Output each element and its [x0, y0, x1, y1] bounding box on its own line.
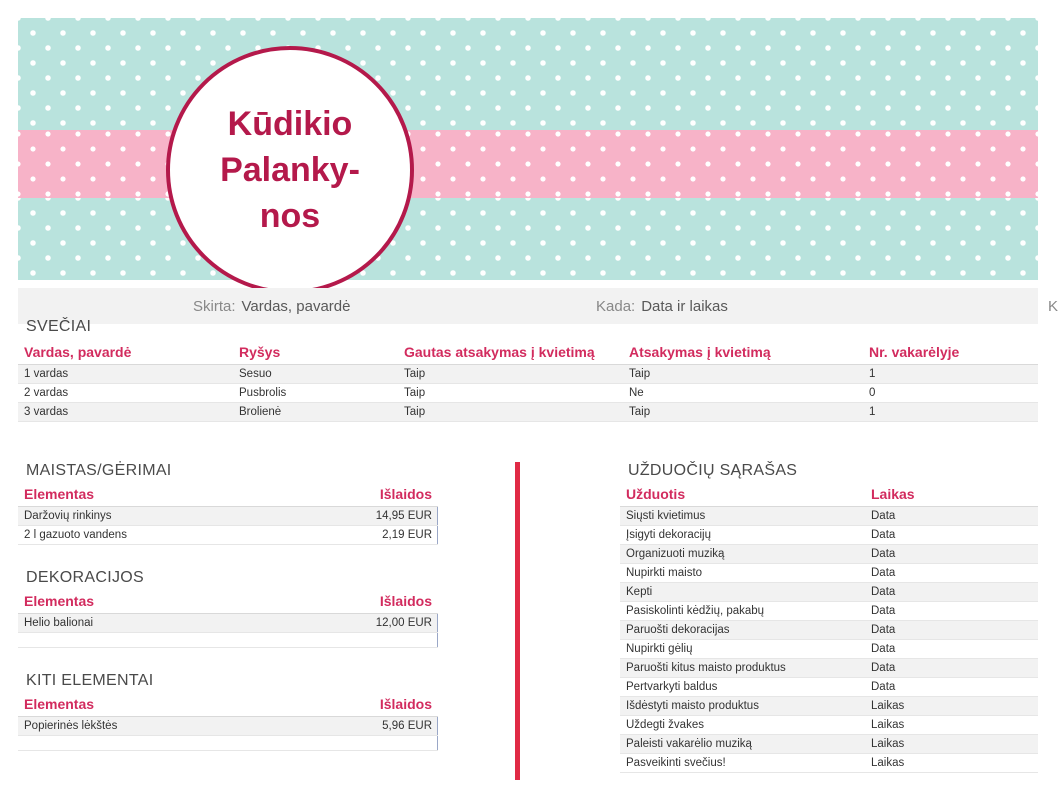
task-name: Kepti [620, 583, 865, 602]
guest-invite-received: Taip [398, 403, 623, 422]
guests-col-invite-received: Gautas atsakymas į kvietimą [398, 342, 623, 365]
task-time: Data [865, 545, 1038, 564]
food-cost: 2,19 EUR [282, 526, 439, 545]
task-time: Data [865, 640, 1038, 659]
decorations-item: Helio balionai [18, 614, 247, 633]
table-row[interactable] [18, 526, 438, 545]
decorations-header-row [18, 591, 438, 614]
task-name: Pertvarkyti baldus [620, 678, 865, 697]
banner-title [202, 101, 378, 239]
guests-col-count: Nr. vakarėlyje [863, 342, 1038, 365]
decorations-col-cost: Išlaidos [247, 591, 438, 614]
vertical-divider [515, 462, 520, 780]
food-heading: MAISTAS/GĖRIMAI [26, 462, 172, 479]
expenses-column [18, 462, 438, 775]
task-name: Nupirkti maisto [620, 564, 865, 583]
task-time: Data [865, 602, 1038, 621]
tasks-col-task: Užduotis [620, 484, 865, 507]
decorations-col-item: Elementas [18, 591, 247, 614]
guests-header-row [18, 342, 1038, 365]
table-row[interactable] [620, 602, 1038, 621]
task-time: Laikas [865, 735, 1038, 754]
info-field-where[interactable] [1048, 298, 1064, 315]
guest-rsvp: Ne [623, 384, 863, 403]
guest-name: 2 vardas [18, 384, 233, 403]
task-time: Data [865, 583, 1038, 602]
other-item [18, 736, 279, 751]
task-name: Paruošti kitus maisto produktus [620, 659, 865, 678]
other-items-heading: KITI ELEMENTAI [26, 672, 154, 689]
food-cost: 14,95 EUR [282, 507, 439, 526]
banner-title-line-2: Palanky- [220, 151, 360, 189]
task-time: Data [865, 526, 1038, 545]
table-row[interactable] [620, 526, 1038, 545]
decorations-item [18, 633, 247, 648]
table-row[interactable] [620, 678, 1038, 697]
guest-relation: Sesuo [233, 365, 398, 384]
task-name: Pasveikinti svečius! [620, 754, 865, 773]
guests-table [18, 342, 1038, 422]
info-value-when: Data ir laikas [641, 297, 728, 315]
guest-relation: Brolienė [233, 403, 398, 422]
table-row[interactable] [620, 735, 1038, 754]
task-time: Data [865, 507, 1038, 526]
table-row[interactable] [18, 365, 1038, 384]
info-label-where: K [1048, 297, 1059, 315]
task-name: Išdėstyti maisto produktus [620, 697, 865, 716]
table-row[interactable] [18, 384, 1038, 403]
food-item: Daržovių rinkinys [18, 507, 282, 526]
info-label-when: Kada: [596, 297, 636, 315]
task-time: Data [865, 659, 1038, 678]
guest-relation: Pusbrolis [233, 384, 398, 403]
guest-count: 1 [863, 403, 1038, 422]
other-items-table [18, 694, 438, 751]
table-row[interactable] [620, 621, 1038, 640]
table-row[interactable] [620, 564, 1038, 583]
table-row[interactable] [620, 583, 1038, 602]
guests-section [18, 318, 1038, 422]
decorations-table [18, 591, 438, 648]
food-col-item: Elementas [18, 484, 282, 507]
food-table [18, 484, 438, 545]
task-name: Siųsti kvietimus [620, 507, 865, 526]
task-name: Pasiskolinti kėdžių, pakabų [620, 602, 865, 621]
table-row[interactable] [620, 697, 1038, 716]
banner-title-line-1: Kūdikio [227, 105, 353, 143]
table-row[interactable] [620, 659, 1038, 678]
banner [18, 18, 1038, 280]
guests-col-rsvp: Atsakymas į kvietimą [623, 342, 863, 365]
banner-title-circle [166, 46, 414, 294]
banner-title-line-3: nos [259, 197, 321, 235]
tasks-col-time: Laikas [865, 484, 1038, 507]
task-name: Uždegti žvakes [620, 716, 865, 735]
info-field-recipient[interactable] [193, 298, 350, 315]
other-items-block [18, 672, 438, 751]
guests-col-name: Vardas, pavardė [18, 342, 233, 365]
decorations-block [18, 569, 438, 648]
guest-invite-received: Taip [398, 384, 623, 403]
task-time: Data [865, 564, 1038, 583]
task-name: Organizuoti muziką [620, 545, 865, 564]
other-col-item: Elementas [18, 694, 279, 717]
table-row[interactable] [18, 614, 438, 633]
food-item: 2 l gazuoto vandens [18, 526, 282, 545]
tasks-column [620, 462, 1038, 797]
task-time: Data [865, 678, 1038, 697]
info-label-recipient: Skirta: [193, 297, 236, 315]
guest-count: 0 [863, 384, 1038, 403]
food-header-row [18, 484, 438, 507]
guest-invite-received: Taip [398, 365, 623, 384]
food-block [18, 462, 438, 545]
table-row[interactable] [18, 507, 438, 526]
other-items-header-row [18, 694, 438, 717]
info-field-when[interactable] [596, 298, 728, 315]
guest-rsvp: Taip [623, 365, 863, 384]
guests-col-relation: Ryšys [233, 342, 398, 365]
task-time: Laikas [865, 716, 1038, 735]
task-time: Laikas [865, 754, 1038, 773]
table-row[interactable] [620, 716, 1038, 735]
guest-count: 1 [863, 365, 1038, 384]
table-row[interactable] [18, 736, 438, 751]
task-name: Įsigyti dekoracijų [620, 526, 865, 545]
task-name: Nupirkti gėlių [620, 640, 865, 659]
guest-name: 3 vardas [18, 403, 233, 422]
task-time: Laikas [865, 697, 1038, 716]
guest-rsvp: Taip [623, 403, 863, 422]
tasks-heading: UŽDUOČIŲ SĄRAŠAS [628, 462, 798, 479]
table-row[interactable] [620, 507, 1038, 526]
table-row[interactable] [18, 717, 438, 736]
tasks-table [620, 484, 1038, 773]
decorations-cost: 12,00 EUR [247, 614, 438, 633]
food-col-cost: Išlaidos [282, 484, 439, 507]
task-name: Paruošti dekoracijas [620, 621, 865, 640]
task-time: Data [865, 621, 1038, 640]
tasks-block [620, 462, 1038, 773]
guest-name: 1 vardas [18, 365, 233, 384]
other-item: Popierinės lėkštės [18, 717, 279, 736]
other-cost: 5,96 EUR [279, 717, 438, 736]
decorations-heading: DEKORACIJOS [26, 569, 144, 586]
task-name: Paleisti vakarėlio muziką [620, 735, 865, 754]
info-value-recipient: Vardas, pavardė [241, 297, 351, 315]
other-col-cost: Išlaidos [279, 694, 438, 717]
decorations-cost [247, 633, 438, 648]
other-cost [279, 736, 438, 751]
table-row[interactable] [620, 545, 1038, 564]
table-row[interactable] [18, 403, 1038, 422]
table-row[interactable] [620, 754, 1038, 773]
guests-heading: SVEČIAI [26, 318, 92, 335]
tasks-header-row [620, 484, 1038, 507]
table-row[interactable] [620, 640, 1038, 659]
table-row[interactable] [18, 633, 438, 648]
